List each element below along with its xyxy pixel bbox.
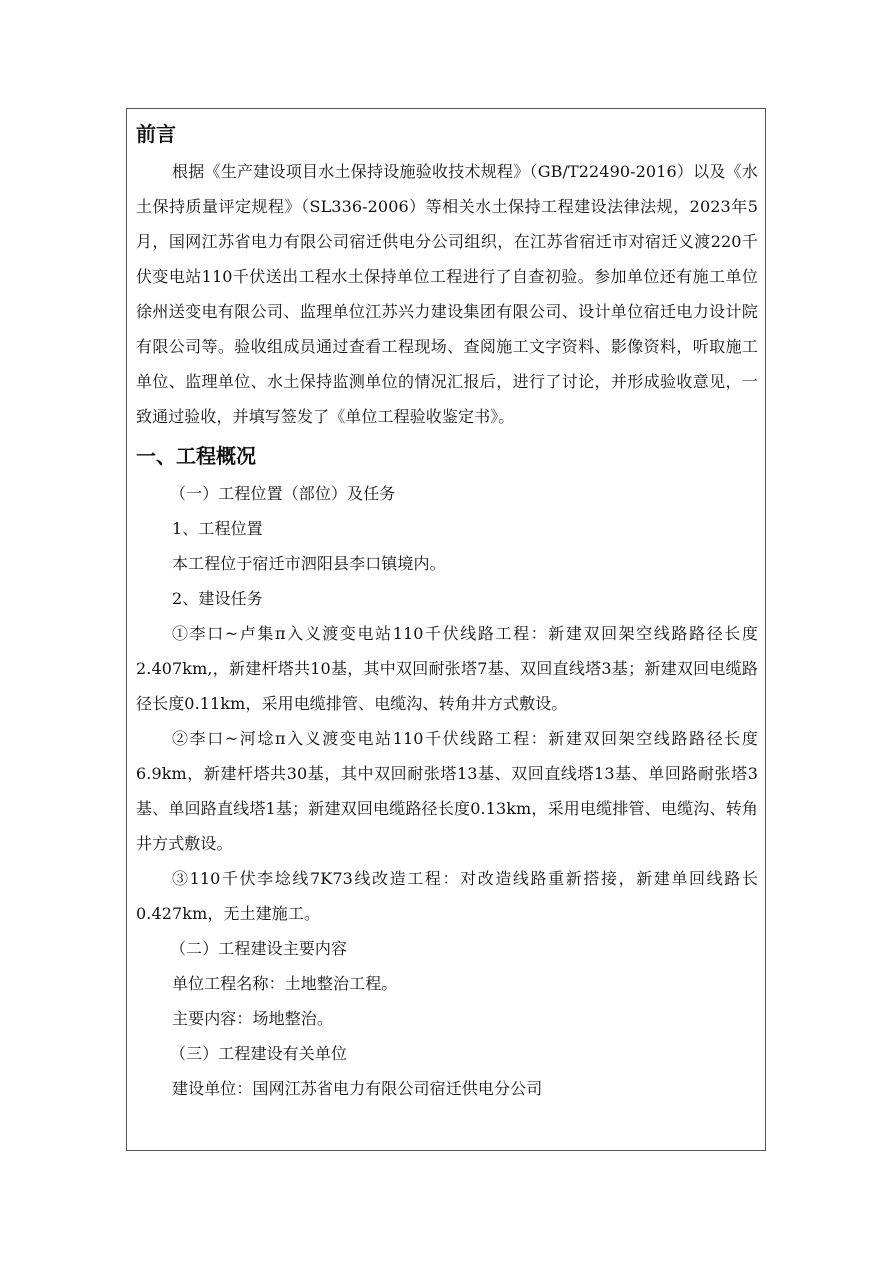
main-content-text: 主要内容：场地整治。 xyxy=(172,1009,334,1028)
task-paragraph-2: ②李口~河埝π入义渡变电站110千伏线路工程：新建双回架空线路路径长度6.9km，新建杆塔共30基，其中双回耐张塔13基、双回直线塔13基、单回路耐张塔3基、单回路直线塔1基；新建双回电缆路径长度0.13km，采用电缆排管、电缆沟、转角井方式敷设。 xyxy=(136,729,758,853)
preface-paragraph: 根据《生产建设项目水土保持设施验收技术规程》（GB/T22490-2016）以及《水土保持质量评定规程》（SL336-2006）等相关水土保持工程建设法律法规，2023年5月，国网江苏省电力有限公司宿迁供电分公司组织，在江苏省宿迁市对宿迁义渡220千伏变电站110千伏送出工程水土保持单位工程进行了自查初验。参加单位还有施工单位徐州送变电有限公司、监理单位江苏兴力建设集团有限公司、设计单位宿迁电力设计院有限公司等。验收组成员通过查看工程现场、查阅施工文字资料、影像资料，听取施工单位、监理单位、水土保持监测单位的情况汇报后，进行了讨论，并形成验收意见，一致通过验收，并填写签发了《单位工程验收鉴定书》。 xyxy=(136,162,758,426)
document-content xyxy=(136,114,758,1106)
item-location-text: 本工程位于宿迁市泗阳县李口镇境内。 xyxy=(172,554,446,573)
subsection-main-content: （二）工程建设主要内容 xyxy=(170,939,348,958)
builder-unit: 建设单位：国网江苏省电力有限公司宿迁供电分公司 xyxy=(172,1079,543,1098)
subsection-location-task: （一）工程位置（部位）及任务 xyxy=(170,484,396,503)
task-paragraph-3: ③110千伏李埝线7K73线改造工程：对改造线路重新搭接，新建单回线路长0.427km，无土建施工。 xyxy=(136,869,758,923)
item-location-title: 1、工程位置 xyxy=(172,519,263,538)
subsection-related-units: （三）工程建设有关单位 xyxy=(170,1044,348,1063)
unit-project-name: 单位工程名称：土地整治工程。 xyxy=(172,974,398,993)
item-task-title: 2、建设任务 xyxy=(172,589,263,608)
preface-title: 前言 xyxy=(136,122,176,146)
section-title-overview: 一、工程概况 xyxy=(136,444,256,468)
task-paragraph-1: ①李口~卢集π入义渡变电站110千伏线路工程：新建双回架空线路路径长度2.407km,，新建杆塔共10基，其中双回耐张塔7基、双回直线塔3基；新建双回电缆路径长度0.11km，采用电缆排管、电缆沟、转角井方式敷设。 xyxy=(136,624,758,713)
